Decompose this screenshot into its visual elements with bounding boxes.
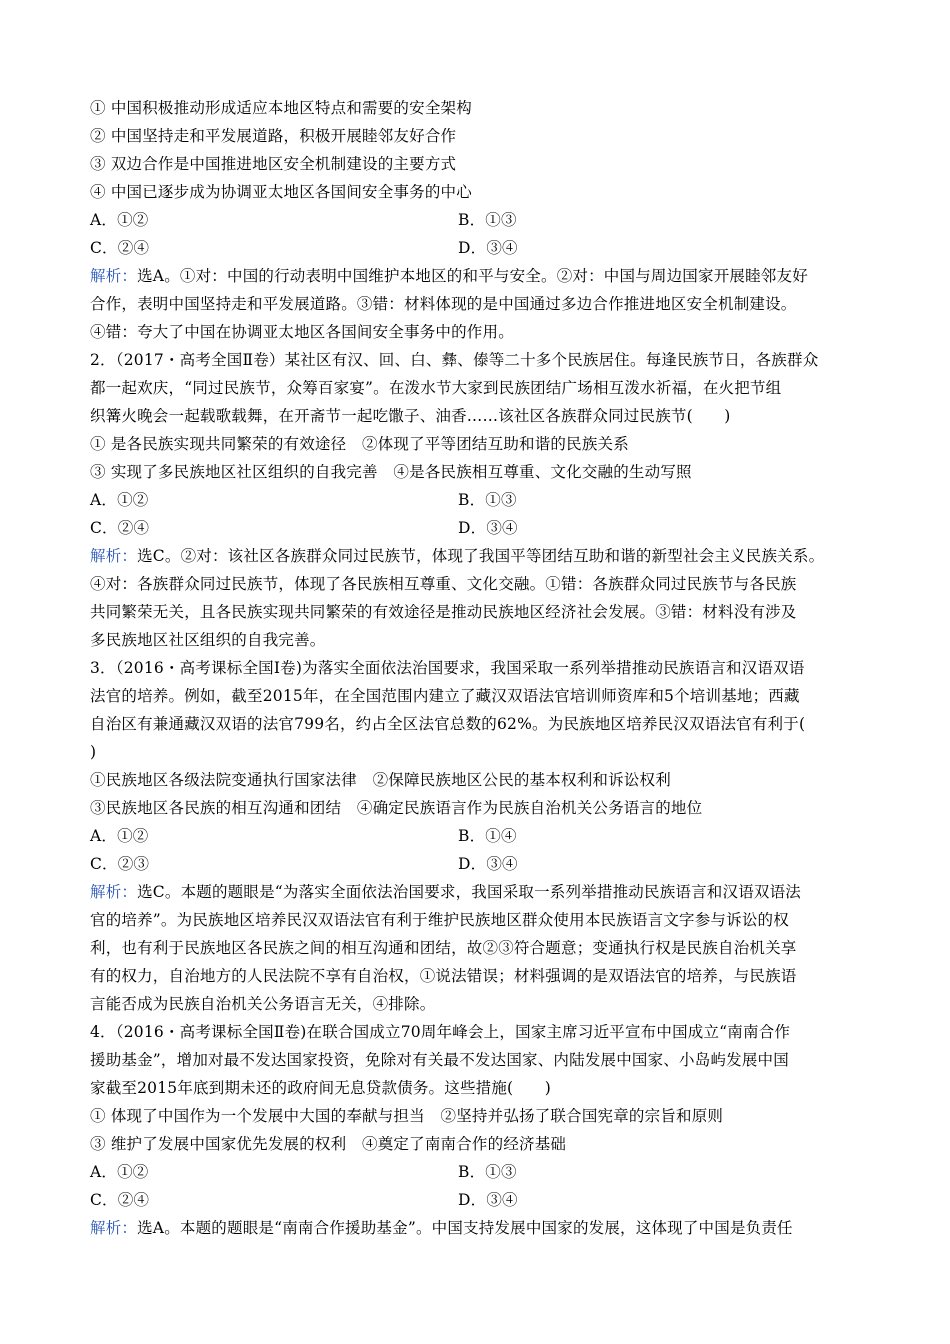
option-statement: ③ 双边合作是中国推进地区安全机制建设的主要方式 (90, 155, 457, 173)
choice-c: C．②④ (90, 1191, 150, 1209)
choice-a: A．①② (90, 491, 149, 509)
choice-a: A．①② (90, 827, 149, 845)
analysis-label: 解析： (90, 1219, 138, 1237)
analysis-line: 解析：选A。①对：中国的行动表明中国维护本地区的和平与安全。②对：中国与周边国家开展睦邻友好 (90, 267, 808, 285)
choice-a: A．①② (90, 1163, 149, 1181)
option-statement: ② 中国坚持走和平发展道路，积极开展睦邻友好合作 (90, 127, 457, 145)
question-4 (90, 1018, 870, 1242)
question-stem: 家截至2015年底到期未还的政府间无息贷款债务。这些措施( ) (90, 1079, 551, 1097)
analysis-label: 解析： (90, 547, 138, 565)
document-page (90, 94, 870, 1242)
option-statement: ③ 实现了多民族地区社区组织的自我完善 ④是各民族相互尊重、文化交融的生动写照 (90, 463, 692, 481)
choice-b: B．①④ (458, 827, 517, 845)
option-statement: ① 体现了中国作为一个发展中大国的奉献与担当 ②坚持并弘扬了联合国宪章的宗旨和原则 (90, 1107, 724, 1125)
choice-d: D．③④ (458, 239, 518, 257)
choice-b: B．①③ (458, 211, 517, 229)
choice-c: C．②④ (90, 239, 150, 257)
analysis-line: 利，也有利于民族地区各民族之间的相互沟通和团结，故②③符合题意；变通执行权是民族自治机关享 (90, 939, 797, 957)
choice-d: D．③④ (458, 855, 518, 873)
question-stem: ) (90, 743, 97, 761)
analysis-line: 解析：选A。本题的题眼是“南南合作援助基金”。中国支持发展中国家的发展，这体现了中国是负责任 (90, 1219, 793, 1237)
analysis-line: 有的权力，自治地方的人民法院不享有自治权，①说法错误；材料强调的是双语法官的培养，与民族语 (90, 967, 797, 985)
option-statement: ① 中国积极推动形成适应本地区特点和需要的安全架构 (90, 99, 472, 117)
question-3 (90, 654, 870, 1018)
analysis-label: 解析： (90, 883, 138, 901)
option-statement: ④ 中国已逐步成为协调亚太地区各国间安全事务的中心 (90, 183, 472, 201)
analysis-line: ④错：夸大了中国在协调亚太地区各国间安全事务中的作用。 (90, 323, 514, 341)
analysis-line: 共同繁荣无关，且各民族实现共同繁荣的有效途径是推动民族地区经济社会发展。③错：材料没有涉及 (90, 603, 797, 621)
choice-row (90, 206, 870, 234)
choice-c: C．②④ (90, 519, 150, 537)
choice-row (90, 850, 870, 878)
option-statement: ③民族地区各民族的相互沟通和团结 ④确定民族语言作为民族自治机关公务语言的地位 (90, 799, 703, 817)
question-2 (90, 346, 870, 654)
choice-d: D．③④ (458, 519, 518, 537)
analysis-line: 言能否成为民族自治机关公务语言无关，④排除。 (90, 995, 436, 1013)
question-stem: 3．（2016・高考课标全国Ⅰ卷)为落实全面依法治国要求，我国采取一系列举措推动民族语言和汉语双语 (90, 659, 805, 677)
question-stem: 都一起欢庆，“同过民族节，众筹百家宴”。在泼水节大家到民族团结广场相互泼水祈福，在火把节组 (90, 379, 782, 397)
option-statement: ③ 维护了发展中国家优先发展的权利 ④奠定了南南合作的经济基础 (90, 1135, 567, 1153)
analysis-line: 解析：选C。本题的题眼是“为落实全面依法治国要求，我国采取一系列举措推动民族语言和汉语双语法 (90, 883, 801, 901)
choice-a: A．①② (90, 211, 149, 229)
choice-b: B．①③ (458, 491, 517, 509)
question-1 (90, 94, 870, 346)
analysis-line: ④对：各族群众同过民族节，体现了各民族相互尊重、文化交融。①错：各族群众同过民族节与各民族 (90, 575, 797, 593)
question-stem: 4．（2016・高考课标全国Ⅱ卷)在联合国成立70周年峰会上，国家主席习近平宣布中国成立“南南合作 (90, 1023, 791, 1041)
choice-row (90, 486, 870, 514)
analysis-line: 合作，表明中国坚持走和平发展道路。③错：材料体现的是中国通过多边合作推进地区安全机制建设。 (90, 295, 797, 313)
analysis-label: 解析： (90, 267, 138, 285)
question-stem: 自治区有兼通藏汉双语的法官799名，约占全区法官总数的62%。为民族地区培养民汉双语法官有利于( (90, 715, 806, 733)
question-stem: 法官的培养。例如，截至2015年，在全国范围内建立了藏汉双语法官培训师资库和5个培训基地；西藏 (90, 687, 800, 705)
choice-row (90, 234, 870, 262)
option-statement: ① 是各民族实现共同繁荣的有效途径 ②体现了平等团结互助和谐的民族关系 (90, 435, 629, 453)
choice-row (90, 822, 870, 850)
choice-d: D．③④ (458, 1191, 518, 1209)
question-stem: 2．（2017・高考全国Ⅱ卷）某社区有汉、回、白、彝、傣等二十多个民族居住。每逢民族节日，各族群众 (90, 351, 819, 369)
question-stem: 援助基金”，增加对最不发达国家投资，免除对有关最不发达国家、内陆发展中国家、小岛屿发展中国 (90, 1051, 789, 1069)
choice-row (90, 514, 870, 542)
choice-row (90, 1158, 870, 1186)
analysis-line: 多民族地区社区组织的自我完善。 (90, 631, 326, 649)
analysis-line: 解析：选C。②对：该社区各族群众同过民族节，体现了我国平等团结互助和谐的新型社会主义民族关系。 (90, 547, 825, 565)
analysis-line: 官的培养”。为民族地区培养民汉双语法官有利于维护民族地区群众使用本民族语言文字参与诉讼的权 (90, 911, 789, 929)
choice-b: B．①③ (458, 1163, 517, 1181)
question-stem: 织篝火晚会一起载歌载舞，在开斋节一起吃馓子、油香……该社区各族群众同过民族节( ) (90, 407, 731, 425)
choice-c: C．②③ (90, 855, 150, 873)
choice-row (90, 1186, 870, 1214)
option-statement: ①民族地区各级法院变通执行国家法律 ②保障民族地区公民的基本权利和诉讼权利 (90, 771, 671, 789)
